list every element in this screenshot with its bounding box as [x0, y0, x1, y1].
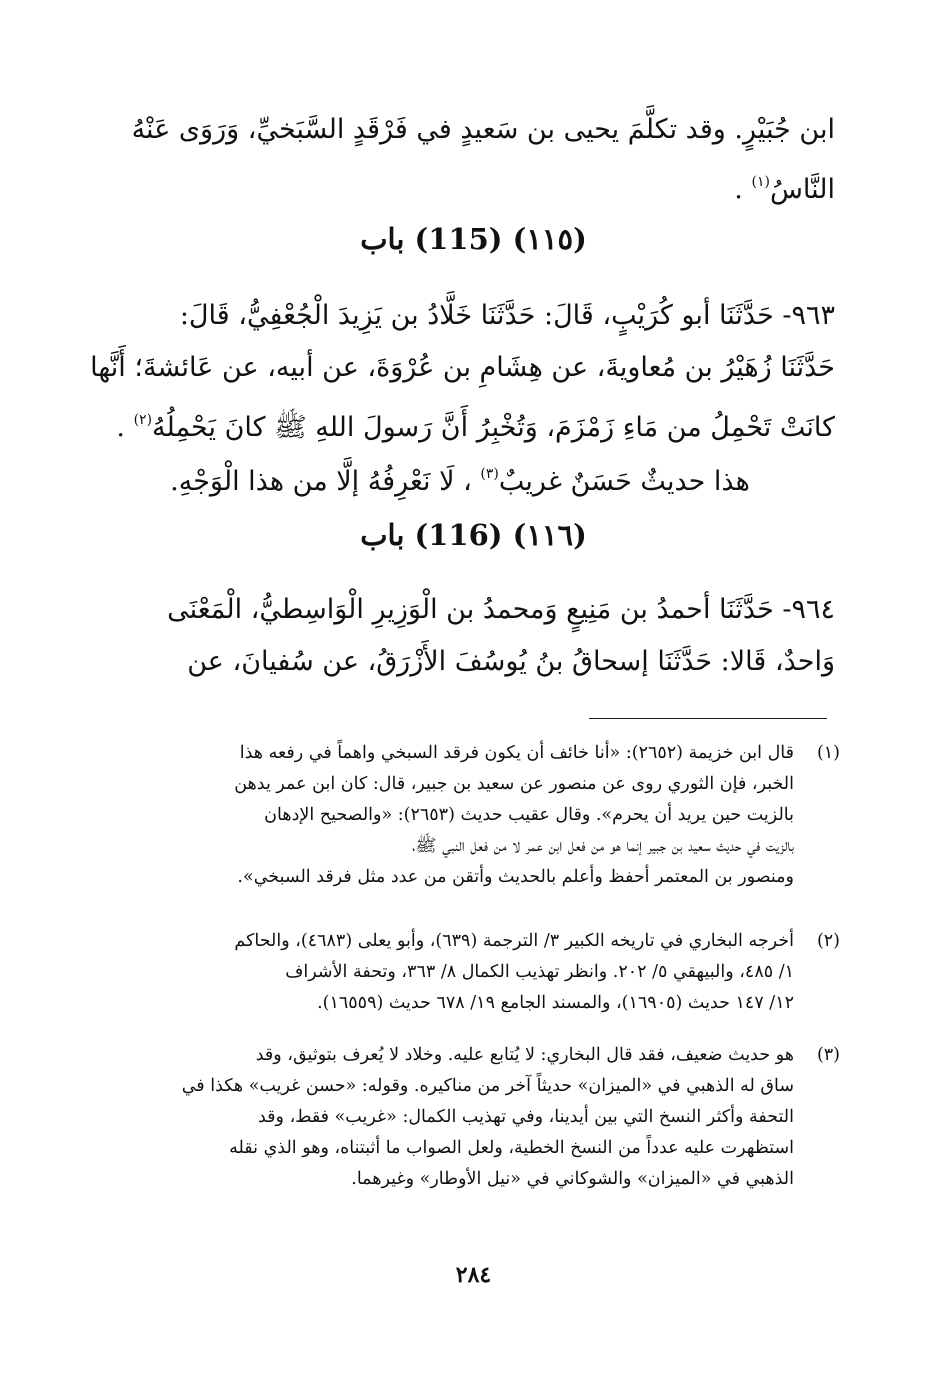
footnote-1-body [100, 738, 794, 893]
hadith-963 [90, 290, 835, 454]
footnote-2-line: ١٢/ ١٤٧ حديث (١٦٩٠٥)، والمسند الجامع ١٩/ ٦٧٨ حديث (١٦٥٥٩). [317, 993, 794, 1013]
intro-paragraph [90, 104, 835, 216]
footnote-2-number: (٢) [816, 931, 840, 951]
chapter-heading-116: (١١٦) (116) باب [360, 518, 587, 552]
footnote-3 [100, 1040, 840, 1195]
footnote-3-number: (٣) [816, 1045, 840, 1065]
page-number: ٢٨٤ [455, 1262, 492, 1288]
hadith-964-line-2: وَاحدٌ، قَالا: حَدَّثَنَا إسحاقُ بنُ يُوسُفَ الأَزْرَقُ، عن سُفيانَ، عن [187, 646, 835, 677]
intro-line-2 [90, 156, 835, 216]
footnote-3-line: استظهرت عليه عدداً من النسخ الخطية، ولعل الصواب ما أثبتناه، وهو الذي نقله [229, 1138, 794, 1158]
hadith-963-line-3-text: كانَتْ تَحْمِلُ من مَاءِ زَمْزَمَ، وَتُخْبِرُ أَنَّ رَسولَ اللهِ ﷺ كانَ يَحْمِلُهُ [152, 412, 835, 443]
footnote-2-line: ١/ ٤٨٥، والبيهقي ٥/ ٢٠٢. وانظر تهذيب الكمال ٨/ ٣٦٣، وتحفة الأشراف [285, 962, 794, 982]
intro-line-1: ابن جُبَيْرٍ. وقد تكلَّمَ يحيى بن سَعيدٍ في فَرْقَدٍ السَّبَخيِّ، وَرَوَى عَنْهُ [131, 114, 835, 145]
footnote-1-line: بالزيت في حديث سعيد بن جبير إنما هو من فعل ابن عمر لا من فعل النبي ﷺ، [412, 836, 794, 856]
hadith-963-line-3 [90, 394, 835, 454]
footnote-1 [100, 738, 840, 893]
footnote-3-line: هو حديث ضعيف، فقد قال البخاري: لا يُتابع عليه. وخلاد لا يُعرف بتوثيق، وقد [255, 1045, 794, 1065]
hadith-963-line-1: ٩٦٣- حَدَّثَنَا أبو كُرَيْبٍ، قَالَ: حَدَّثَنَا خَلَّادُ بن يَزِيدَ الْجُعْفِيُّ، قَالَ: [179, 300, 835, 331]
footnote-3-body [100, 1040, 794, 1195]
hadith-963-line-3-end: . [116, 412, 134, 443]
footnote-1-line: بالزيت حين يريد أن يحرم». وقال عقيب حديث (٢٦٥٣): «والصحيح الإدهان [264, 805, 794, 825]
footnote-2-line: أخرجه البخاري في تاريخه الكبير ٣/ الترجمة (٦٣٩)، وأبو يعلى (٤٦٨٣)، والحاكم [234, 931, 794, 951]
footnote-3-line: الذهبي في «الميزان» والشوكاني في «نيل الأوطار» وغيرهما. [351, 1169, 794, 1189]
hadith-963-grading [150, 454, 770, 502]
footnote-ref-1: (١) [751, 174, 770, 190]
intro-line-2-text: النَّاسُ [769, 174, 835, 205]
footnote-3-line: التحفة وأكثر النسخ التي بين أيدينا، وفي تهذيب الكمال: «غريب» فقط، وقد [258, 1107, 794, 1127]
chapter-heading-115: (١١٥) (115) باب [360, 222, 587, 256]
hadith-964-line-1: ٩٦٤- حَدَّثَنَا أحمدُ بن مَنِيعٍ وَمحمدُ بن الْوَزِيرِ الْوَاسِطيُّ، الْمَعْنَى [167, 594, 835, 625]
footnote-1-line: الخبر، فإن الثوري روى عن منصور عن سعيد بن جبير، قال: كان ابن عمر يدهن [234, 774, 794, 794]
grading-text: هذا حديثٌ حَسَنٌ غريبٌ [498, 466, 750, 497]
footnote-2-body [100, 926, 794, 1019]
footnote-ref-2: (٢) [133, 412, 153, 428]
footnote-3-line: ساق له الذهبي في «الميزان» حديثاً آخر من مناكيره. وقوله: «حسن غريب» هكذا في [181, 1076, 794, 1096]
footnote-separator [589, 718, 827, 719]
grading-text-end: ، لَا نَعْرِفُهُ إلَّا من هذا الْوَجْهِ. [170, 466, 481, 497]
footnote-1-number: (١) [816, 743, 840, 763]
hadith-964 [90, 584, 835, 688]
footnote-1-line: ومنصور بن المعتمر أحفظ وأعلم بالحديث وأتقن من عدد مثل فرقد السبخي». [237, 867, 794, 887]
footnote-ref-3: (٣) [480, 466, 499, 482]
footnote-2 [100, 926, 840, 1019]
footnote-1-line: قال ابن خزيمة (٢٦٥٢): «أنا خائف أن يكون فرقد السبخي واهماً في رفعه هذا [239, 743, 794, 763]
hadith-963-line-2: حَدَّثَنَا زُهَيْرُ بن مُعاويةَ، عن هِشَامِ بن عُرْوَةَ، عن أبيه، عن عَائشةَ؛ أَنَّها [90, 352, 835, 383]
intro-line-2-end: . [734, 174, 752, 205]
